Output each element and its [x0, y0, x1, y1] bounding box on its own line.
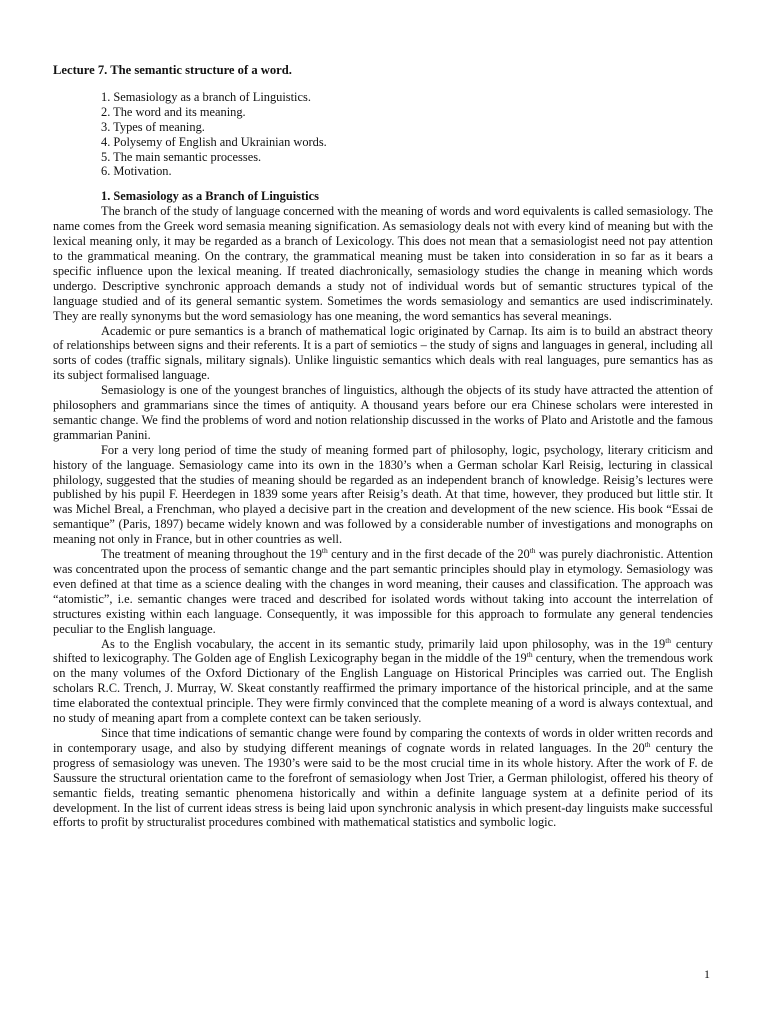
section-heading: 1. Semasiology as a Branch of Linguistics	[101, 189, 319, 204]
superscript: th	[529, 546, 536, 556]
body-paragraph	[53, 726, 713, 830]
paragraph-text: century shifted to lexicography. The Golden age of English Lexicography began in the middle of the 19	[53, 636, 713, 666]
lecture-outline	[53, 90, 713, 179]
paragraph-text: As to the English vocabulary, the accent in its semantic study, primarily laid upon philosophy, was in the 19	[101, 636, 666, 651]
paragraph-text: The branch of the study of language concerned with the meaning of words and word equivalents is called semasiology. The name comes from the Greek word semasia meaning signification. As semasiology deals not with every kind of meaning but with the lexical meaning only, it may be regarded as a branch of Lexicology. This does not mean that a semasiologist need not pay attention to the grammatical meaning. On the contrary, the grammatical meaning must be taken into consideration in so far as it bears a specific influence upon the lexical meaning. If treated diachronically, semasiology studies the change in meaning which words undergo. Descriptive synchronic approach demands a study not of individual words but of semantic structures typical of the language studied and of its general semantic system. Sometimes the words semasiology and semantics are used indiscriminately. They are really synonyms but the word semasiology has one meaning, the word semantics has several meanings.	[53, 204, 713, 323]
outline-item: 3. Types of meaning.	[101, 119, 205, 134]
paragraph-text: Semasiology is one of the youngest branches of linguistics, although the objects of its study have attracted the attention of philosophers and grammarians since the times of antiquity. A thousand years before our era Chinese scholars were interested in semantic change. We find the problems of word and notion relationship discussed in the works of Plato and Aristotle and the famous grammarian Panini.	[53, 383, 713, 442]
outline-item: 6. Motivation.	[101, 164, 172, 179]
body-paragraph	[53, 204, 713, 323]
outline-item: 5. The main semantic processes.	[101, 149, 262, 164]
body-paragraph	[53, 383, 713, 443]
paragraph-text: century, when the tremendous work on the many volumes of the Oxford Dictionary of the English Language on Historical Principles was carried out. The English scholars R.C. Trench, J. Murray, W. Skeat constantly reaffirmed the primary importance of the historical principle, and at the same time elaborated the contextual principle. They were firmly convinced that the complete meaning of a word is always contextual, and no study of meaning apart from a complete context can be taken seriously.	[53, 651, 714, 726]
paragraph-text: Academic or pure semantics is a branch of mathematical logic originated by Carnap. Its aim is to build an abstract theory of relationships between signs and their referents. It is a part of semiotics – the study of signs and languages in general, including all sorts of codes (traffic signals, military signals). Unlike linguistic semantics which deals with real languages, pure semantics has as its subject formalised language.	[53, 323, 713, 383]
outline-item: 4. Polysemy of English and Ukrainian words.	[101, 134, 327, 149]
paragraph-text: was purely diachronistic. Attention was concentrated upon the process of semantic change and the part semantic principles should play in etymology. Semasiology was even defined at that time as a science dealing with the changes in word meaning, their causes and classification. The approach was “atomistic”, i.e. semantic changes were traced and described for isolated words without taking into account the interrelation of structures existing within each language. Consequently, it was impossible for this approach to formulate any general tendencies peculiar to the English language.	[53, 547, 714, 636]
body-paragraph	[53, 547, 713, 636]
paragraph-text: Since that time indications of semantic change were found by comparing the contexts of words in older written records and in contemporary usage, and also by studying different meanings of cognate words in related languages. In the 20	[53, 725, 713, 755]
superscript: th	[526, 650, 533, 660]
body-paragraph	[53, 637, 713, 726]
paragraph-text: For a very long period of time the study of meaning formed part of philosophy, logic, psychology, literary criticism and history of the language. Semasiology came into its own in the 1830’s when a German scholar Karl Reisig, lecturing in classical philology, suggested that the studies of meaning should be regarded as an independent branch of knowledge. Reisig’s lectures were published by his pupil F. Heerdegen in 1839 some years after Reisig’s death. At that time, however, they produced but little stir. It was Michel Breal, a Frenchman, who played a decisive part in the creation and development of the new science. His book “Essai de semantique” (Paris, 1897) became widely known and was followed by a considerable number of investigations and monographs on meaning not only in France, but in other countries as well.	[53, 442, 713, 547]
page-number: 1	[704, 967, 710, 981]
body-paragraph	[53, 443, 713, 547]
body-paragraph	[53, 324, 713, 384]
paragraph-text: century and in the first decade of the 20	[327, 547, 530, 562]
outline-item: 2. The word and its meaning.	[101, 104, 246, 119]
superscript: th	[321, 546, 328, 556]
outline-item: 1. Semasiology as a branch of Linguistics.	[101, 89, 311, 104]
superscript: th	[665, 635, 672, 645]
superscript: th	[644, 739, 651, 749]
page-content	[53, 63, 713, 830]
lecture-title: Lecture 7. The semantic structure of a word.	[53, 63, 292, 77]
paragraph-text: century the progress of semasiology was uneven. The 1930’s were said to be the most crucial time in its whole history. After the work of F. de Saussure the structural orientation came to the forefront of semasiology when Jost Trier, a German philologist, offered his theory of semantic fields, treating semantic phenomena historically and within a definite language system at a definite period of its development. In the list of current ideas stress is being laid upon synchronic analysis in which present-day linguists make successful efforts to profit by structuralist procedures combined with mathematical statistics and symbolic logic.	[53, 740, 713, 830]
paragraph-text: The treatment of meaning throughout the 19	[101, 547, 322, 562]
